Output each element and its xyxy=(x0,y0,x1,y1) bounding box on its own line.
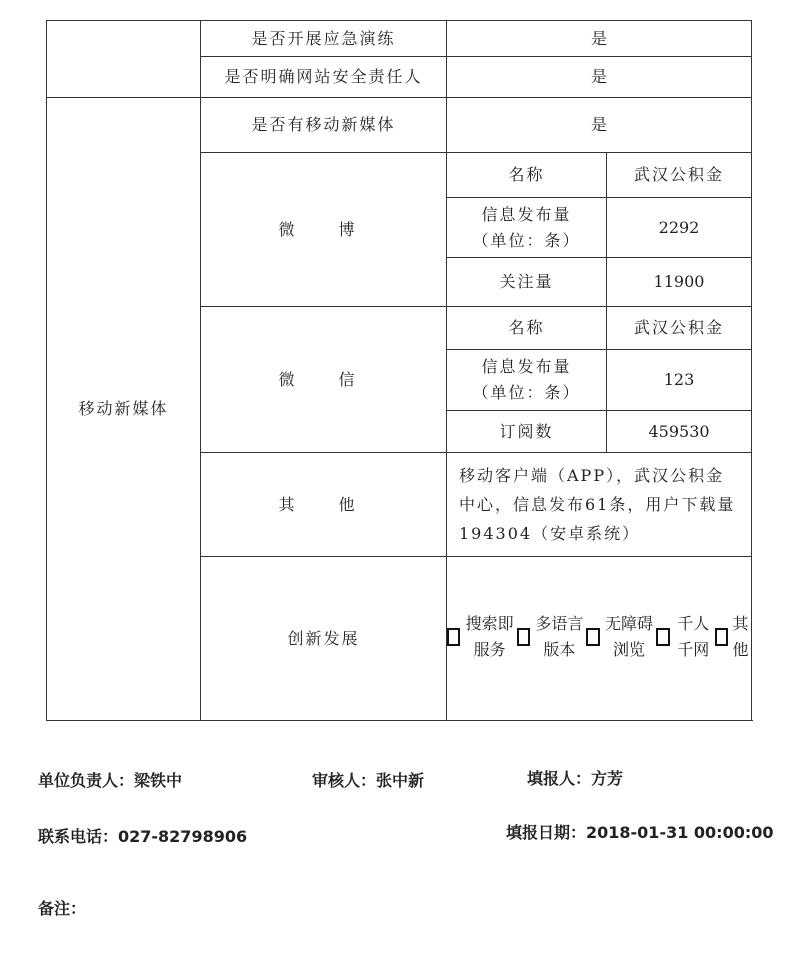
innovation-option[interactable] xyxy=(447,611,517,663)
wechat-posts-label xyxy=(447,350,607,411)
weibo-follow-value: 11900 xyxy=(607,258,752,307)
innovation-options xyxy=(447,557,752,721)
checkbox-icon[interactable] xyxy=(586,628,599,646)
has-media-label: 是否有移动新媒体 xyxy=(201,98,447,153)
weibo-name-value: 武汉公积金 xyxy=(607,153,752,198)
innovation-option[interactable] xyxy=(715,611,751,663)
footer-phone: 联系电话：027-82798906 xyxy=(38,827,248,846)
checkbox-icon[interactable] xyxy=(517,628,530,646)
innovation-option-label: 无障碍浏览 xyxy=(605,614,654,659)
blank-section-cell xyxy=(47,21,201,98)
footer-reviewer: 审核人：张中新 xyxy=(312,771,425,790)
weibo-posts-label-line2: （单位：条） xyxy=(472,230,581,250)
weibo-label: 微 博 xyxy=(201,153,447,307)
innovation-option-label: 搜索即服务 xyxy=(465,614,514,659)
innovation-option-label: 其他 xyxy=(732,614,749,659)
weibo-name-label: 名称 xyxy=(447,153,607,198)
innovation-option-label: 多语言版本 xyxy=(535,614,584,659)
security-value: 是 xyxy=(447,57,752,98)
has-media-value: 是 xyxy=(447,98,752,153)
wechat-posts-label-line1: 信息发布量 xyxy=(481,357,572,376)
wechat-posts-value: 123 xyxy=(607,350,752,411)
other-value: 移动客户端（APP），武汉公积金中心，信息发布61条，用户下载量194304（安卓系统） xyxy=(447,453,752,557)
wechat-posts-label-line2: （单位：条） xyxy=(472,383,581,402)
weibo-posts-label-line1: 信息发布量 xyxy=(481,204,572,224)
innovation-option[interactable] xyxy=(586,611,656,663)
footer-filler: 填报人：方芳 xyxy=(527,769,624,788)
innovation-option-label: 千人千网 xyxy=(677,614,710,659)
innovation-label: 创新发展 xyxy=(201,557,447,721)
checkbox-icon[interactable] xyxy=(447,628,460,646)
wechat-sub-value: 459530 xyxy=(607,411,752,453)
media-section-label: 移动新媒体 xyxy=(47,98,201,721)
footer-head: 单位负责人：梁铁中 xyxy=(38,771,183,790)
weibo-posts-label xyxy=(447,198,607,258)
drill-value: 是 xyxy=(447,21,752,57)
footer-date: 填报日期：2018-01-31 00:00:00 xyxy=(506,823,774,842)
innovation-option[interactable] xyxy=(517,611,587,663)
wechat-name-label: 名称 xyxy=(447,307,607,350)
checkbox-icon[interactable] xyxy=(715,628,728,646)
wechat-label: 微 信 xyxy=(201,307,447,453)
security-label: 是否明确网站安全责任人 xyxy=(201,57,447,98)
other-label: 其 他 xyxy=(201,453,447,557)
drill-label: 是否开展应急演练 xyxy=(201,21,447,57)
wechat-name-value: 武汉公积金 xyxy=(607,307,752,350)
innovation-option[interactable] xyxy=(656,611,715,663)
weibo-follow-label: 关注量 xyxy=(447,258,607,307)
checkbox-icon[interactable] xyxy=(656,628,669,646)
report-table xyxy=(46,20,752,721)
weibo-posts-value: 2292 xyxy=(607,198,752,258)
wechat-sub-label: 订阅数 xyxy=(447,411,607,453)
footer-note: 备注： xyxy=(38,899,87,918)
